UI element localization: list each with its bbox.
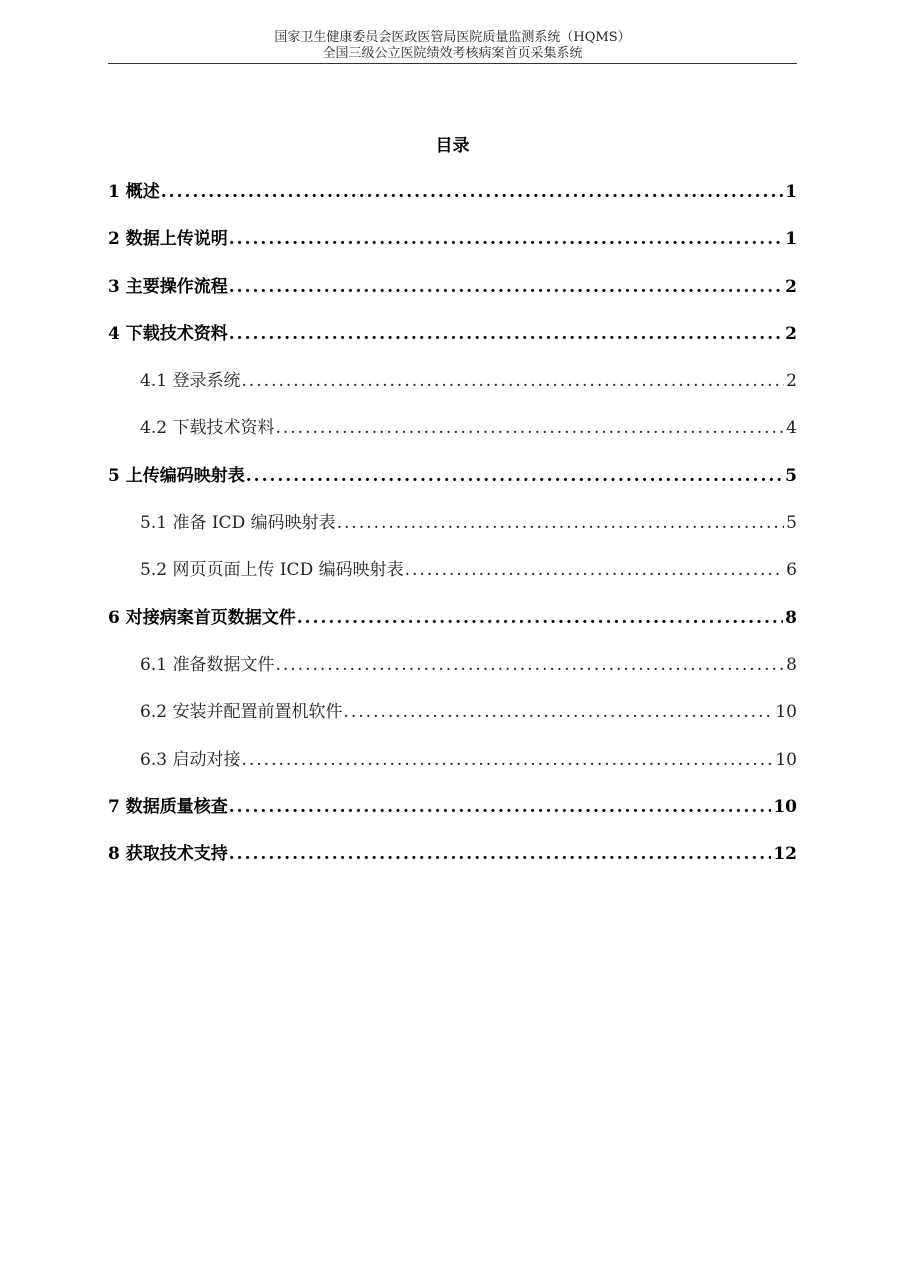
toc-dot-leader xyxy=(405,557,785,583)
toc-dot-leader xyxy=(246,463,783,489)
toc-entry[interactable] xyxy=(108,841,797,888)
toc-entry-page: 1 xyxy=(785,229,797,250)
toc-entry-page: 1 xyxy=(785,182,797,202)
toc-dot-leader xyxy=(275,415,784,441)
toc-dot-leader xyxy=(297,605,783,631)
toc-entry-label: 4.1 登录系统 xyxy=(140,371,241,392)
toc-entry-page: 10 xyxy=(773,796,797,817)
toc-entry-page: 8 xyxy=(785,607,797,628)
header-divider xyxy=(108,63,797,64)
toc-subentry[interactable] xyxy=(108,557,797,604)
toc-dot-leader xyxy=(275,652,784,678)
toc-entry-page: 5 xyxy=(785,465,797,486)
toc-entry[interactable] xyxy=(108,226,797,273)
toc-entry-label: 6 对接病案首页数据文件 xyxy=(108,607,296,628)
toc-entry-label: 5.2 网页页面上传 ICD 编码映射表 xyxy=(140,560,404,581)
toc-dot-leader xyxy=(229,321,783,347)
toc-entry-label: 7 数据质量核查 xyxy=(108,796,228,817)
toc-entry-label: 6.1 准备数据文件 xyxy=(140,654,275,675)
toc-entry-page: 8 xyxy=(786,654,797,675)
toc-dot-leader xyxy=(229,274,783,300)
toc-entry-label: 1 概述 xyxy=(108,182,160,202)
toc-entry-page: 12 xyxy=(773,844,797,865)
toc-subentry[interactable] xyxy=(108,510,797,557)
table-of-contents xyxy=(108,179,797,888)
toc-entry[interactable] xyxy=(108,179,797,226)
toc-dot-leader xyxy=(241,747,773,773)
toc-subentry[interactable] xyxy=(108,368,797,415)
toc-entry-label: 3 主要操作流程 xyxy=(108,276,228,297)
toc-entry[interactable] xyxy=(108,321,797,368)
toc-entry-page: 2 xyxy=(785,323,797,344)
toc-entry-page: 5 xyxy=(786,513,797,534)
toc-entry[interactable] xyxy=(108,794,797,841)
toc-subentry[interactable] xyxy=(108,699,797,746)
header-line-1: 国家卫生健康委员会医政医管局医院质量监测系统（HQMS） xyxy=(274,30,631,45)
toc-dot-leader xyxy=(241,368,784,394)
toc-dot-leader xyxy=(229,794,772,820)
toc-title: 目录 xyxy=(435,136,470,156)
toc-entry[interactable] xyxy=(108,274,797,321)
toc-entry-page: 10 xyxy=(775,702,797,723)
toc-dot-leader xyxy=(161,179,783,205)
toc-entry-label: 4.2 下载技术资料 xyxy=(140,418,275,439)
toc-subentry[interactable] xyxy=(108,747,797,794)
toc-dot-leader xyxy=(229,841,772,867)
toc-subentry[interactable] xyxy=(108,415,797,462)
toc-dot-leader xyxy=(337,510,785,536)
toc-dot-leader xyxy=(343,699,773,725)
toc-entry[interactable] xyxy=(108,605,797,652)
toc-entry-label: 6.2 安装并配置前置机软件 xyxy=(140,702,343,723)
toc-entry-label: 4 下载技术资料 xyxy=(108,323,228,344)
toc-entry-page: 2 xyxy=(786,371,797,392)
toc-entry-label: 6.3 启动对接 xyxy=(140,749,241,770)
page-header xyxy=(108,30,797,62)
toc-entry-label: 5 上传编码映射表 xyxy=(108,465,245,486)
toc-subentry[interactable] xyxy=(108,652,797,699)
toc-dot-leader xyxy=(229,226,783,252)
toc-entry-page: 10 xyxy=(775,749,797,770)
toc-entry-page: 4 xyxy=(786,418,797,439)
toc-entry[interactable] xyxy=(108,463,797,510)
toc-entry-page: 6 xyxy=(786,560,797,581)
toc-entry-label: 2 数据上传说明 xyxy=(108,229,228,250)
toc-entry-page: 2 xyxy=(785,276,797,297)
toc-entry-label: 8 获取技术支持 xyxy=(108,844,228,865)
header-line-2: 全国三级公立医院绩效考核病案首页采集系统 xyxy=(322,46,583,61)
toc-entry-label: 5.1 准备 ICD 编码映射表 xyxy=(140,513,336,534)
